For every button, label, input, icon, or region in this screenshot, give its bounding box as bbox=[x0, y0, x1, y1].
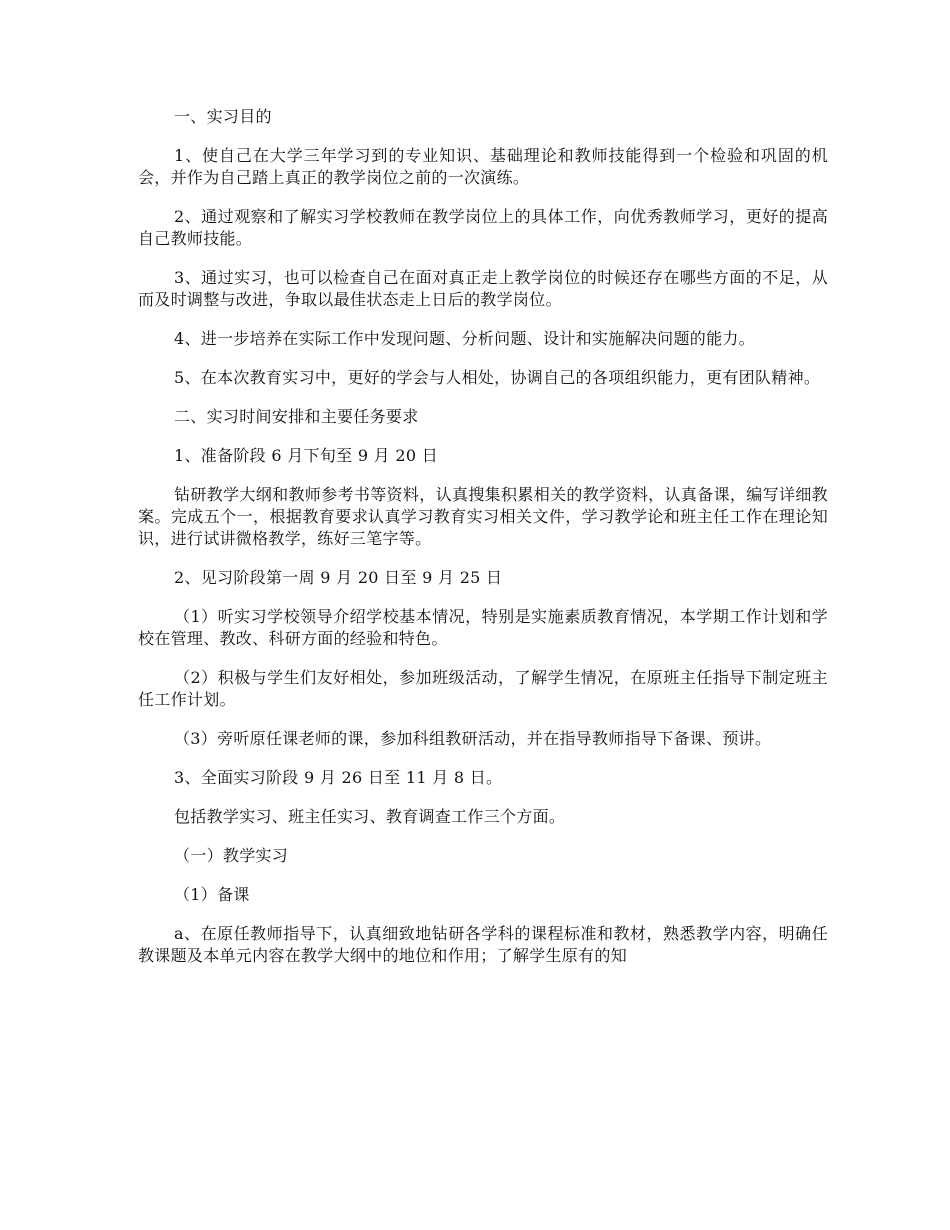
paragraph-purpose-5: 5、在本次教育实习中，更好的学会与人相处，协调自己的各项组织能力，更有团队精神。 bbox=[174, 368, 821, 387]
paragraph-internship-scope: 包括教学实习、班主任实习、教育调查工作三个方面。 bbox=[174, 807, 566, 826]
paragraph-purpose-1: 1、使自己在大学三年学习到的专业知识、基础理论和教师技能得到一个检验和巩固的机会，并作为自己踏上真正的教学岗位之前的一次演练。 bbox=[138, 146, 828, 187]
paragraph-purpose-2: 2、通过观察和了解实习学校教师在教学岗位上的具体工作，向优秀教师学习，更好的提高自己教师技能。 bbox=[138, 207, 828, 248]
subheading-observation-stage: 2、见习阶段第一周 9 月 20 日至 9 月 25 日 bbox=[174, 568, 503, 587]
paragraph-observation-1: （1）听实习学校领导介绍学校基本情况，特别是实施素质教育情况，本学期工作计划和学校在管理、教改、科研方面的经验和特色。 bbox=[138, 607, 828, 648]
paragraph-observation-3: （3）旁听原任课老师的课，参加科组教研活动，并在指导教师指导下备课、预讲。 bbox=[174, 729, 772, 748]
subheading-lesson-preparation: （1）备课 bbox=[174, 885, 250, 904]
paragraph-lesson-preparation-a: a、在原任教师指导下，认真细致地钻研各学科的课程标准和教材，熟悉教学内容，明确任教课题及本单元内容在教学大纲中的地位和作用；了解学生原有的知 bbox=[138, 924, 828, 965]
subheading-teaching-internship: （一）教学实习 bbox=[174, 846, 289, 865]
heading-schedule-and-tasks: 二、实习时间安排和主要任务要求 bbox=[174, 407, 419, 426]
document-page bbox=[138, 106, 828, 984]
subheading-full-internship-stage: 3、全面实习阶段 9 月 26 日至 11 月 8 日。 bbox=[174, 768, 503, 787]
paragraph-preparation-details: 钻研教学大纲和教师参考书等资料，认真搜集积累相关的教学资料，认真备课，编写详细教案。完成五个一，根据教育要求认真学习教育实习相关文件，学习教学论和班主任工作在理论知识，进行试讲微格教学，练好三笔字等。 bbox=[138, 485, 828, 548]
paragraph-purpose-4: 4、进一步培养在实际工作中发现问题、分析问题、设计和实施解决问题的能力。 bbox=[174, 329, 755, 348]
paragraph-observation-2: （2）积极与学生们友好相处，参加班级活动，了解学生情况，在原班主任指导下制定班主任工作计划。 bbox=[138, 668, 828, 709]
paragraph-purpose-3: 3、通过实习，也可以检查自己在面对真正走上教学岗位的时候还存在哪些方面的不足，从而及时调整与改进，争取以最佳状态走上日后的教学岗位。 bbox=[138, 268, 828, 309]
heading-internship-purpose: 一、实习目的 bbox=[174, 107, 272, 126]
subheading-preparation-stage: 1、准备阶段 6 月下旬至 9 月 20 日 bbox=[174, 446, 439, 465]
